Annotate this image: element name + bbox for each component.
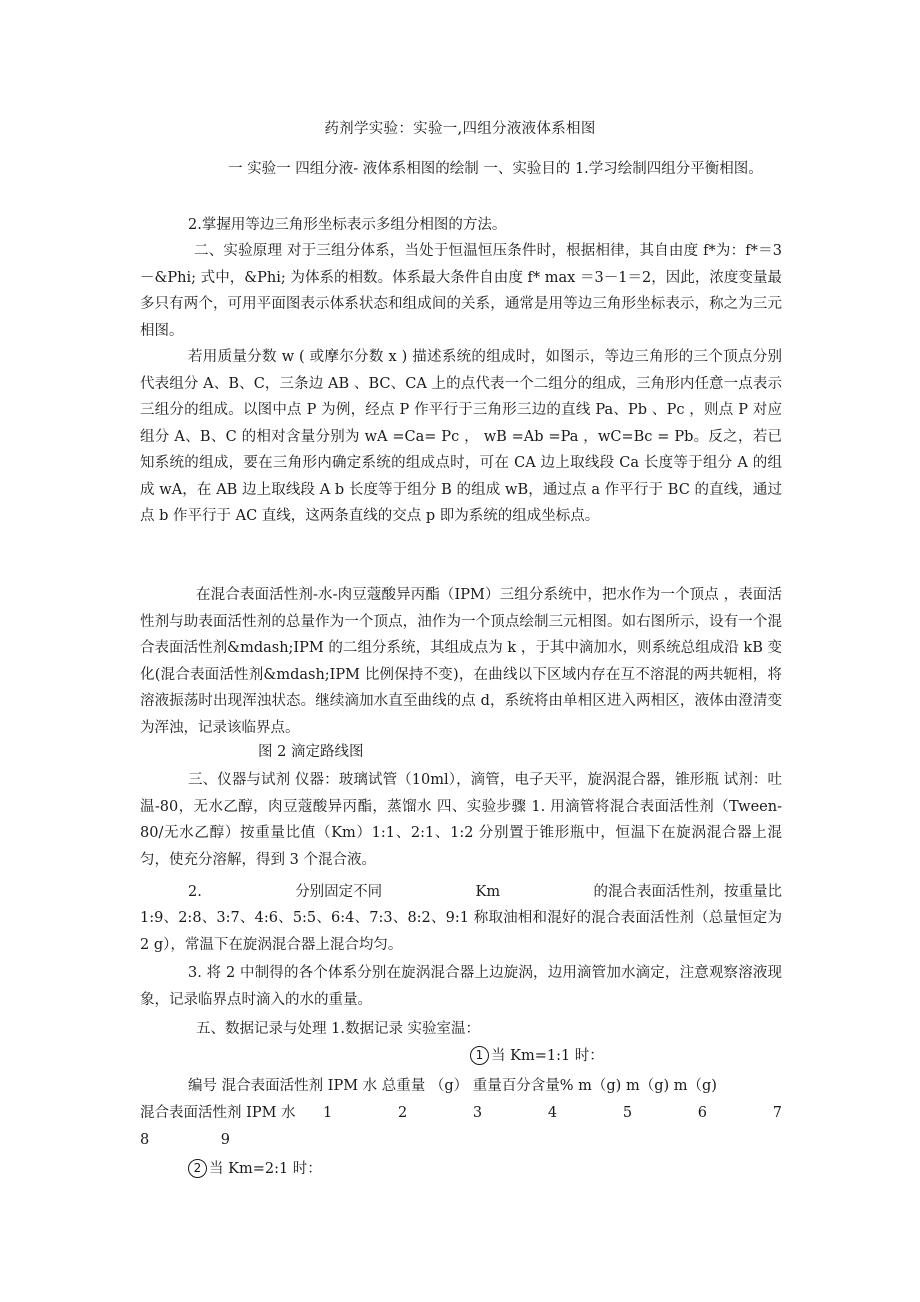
table-number-row-2 <box>140 1127 230 1154</box>
step2-text-b: 的混合表面活性剂，按重量比 <box>593 884 782 900</box>
paragraph-step2-rest: 1:9、2:8、3:7、4:6、5:5、6:4、7:3、8:2、9:1 称取油相和混好的混合表面活性剂（总量恒定为 2 g），常温下在旋涡混合器上混合均匀。 <box>140 910 782 953</box>
table-number: 7 <box>772 1105 782 1121</box>
km-1-1-heading <box>470 1043 770 1070</box>
paragraph-step3: 3. 将 2 中制得的各个体系分别在旋涡混合器上边旋涡，边用滴管加水滴定，注意观察溶液现象，记录临界点时滴入的水的重量。 <box>140 965 782 1008</box>
table-number: 9 <box>220 1132 230 1148</box>
km-1-1-label: 当 Km=1:1 时： <box>491 1048 604 1064</box>
step2-number: 2. <box>188 884 202 900</box>
table-number: 5 <box>622 1105 633 1121</box>
table-number: 2 <box>397 1105 408 1121</box>
km-2-1-label: 当 Km=2:1 时： <box>209 1161 322 1177</box>
table-number: 4 <box>547 1105 558 1121</box>
table-number-row-1 <box>323 1100 782 1127</box>
paragraph-objectives: 一 实验一 四组分液- 液体系相图的绘制 一、实验目的 1.学习绘制四组分平衡相图。 <box>228 161 763 177</box>
step2-km: Km <box>475 884 501 900</box>
table-number: 8 <box>140 1132 150 1148</box>
table-header-line: 编号 混合表面活性剂 IPM 水 总重量 （g） 重量百分含量% m（g) m（g) m（g) <box>188 1078 717 1094</box>
table-number: 3 <box>472 1105 483 1121</box>
figure-caption: 图 2 滴定路线图 <box>258 744 364 760</box>
table-number: 1 <box>323 1105 333 1121</box>
paragraph-principle: 二、实验原理 对于三组分体系，当处于恒温恒压条件时，根据相律，其自由度 f*为：f*＝3－&Phi; 式中，&Phi; 为体系的相数。体系最大条件自由度 f* max ＝3－1＝2，因此，浓度变量最多只有两个，可用平面图表示体系状态和组成间的关系，通常是用等边三角形坐标表示，称之为三元相图。 <box>140 243 782 339</box>
table-number: 6 <box>697 1105 707 1121</box>
paragraph-instruments-steps: 三、仪器与试剂 仪器：玻璃试管（10ml），滴管，电子天平，旋涡混合器，锥形瓶 试剂：吐温-80，无水乙醇，肉豆蔻酸异丙酯，蒸馏水 四、实验步骤 1. 用滴管将混合表面活性剂（Tween-80/无水乙醇）按重量比值（Km）1:1、2:1、1:2 分别置于锥形瓶中，恒温下在旋涡混合器上混匀，使充分溶解，得到 3 个混合液。 <box>140 772 782 868</box>
step2-text-a: 分别固定不同 <box>295 884 383 900</box>
document-title: 药剂学实验：实验一,四组分液液体系相图 <box>324 121 596 137</box>
km-2-1-heading <box>188 1156 488 1183</box>
paragraph-triangle-coordinates: 若用质量分数 w ( 或摩尔分数 x ) 描述系统的组成时，如图示，等边三角形的三个顶点分别代表组分 A、B、C，三条边 AB 、BC、CA 上的点代表一个二组分的组成，三角形内任意一点表示三组分的组成。以图中点 P 为例，经点 P 作平行于三角形三边的直线 Pa、Pb 、Pc ，则点 P 对应组分 A、B、C 的相对含量分别为 wA =Ca= Pc ， wB =Ab =Pa ，wC=Bc = Pb。反之，若已知系统的组成，要在三角形内确定系统的组成点时，可在 CA 边上取线段 Ca 长度等于组分 A 的组成 wA，在 AB 边上取线段 A b 长度等于组分 B 的组成 wB，通过点 a 作平行于 BC 的直线，通过点 b 作平行于 AC 直线，这两条直线的交点 p 即为系统的组成坐标点。 <box>140 349 782 524</box>
paragraph-data-recording: 五、数据记录与处理 1.数据记录 实验室温： <box>196 1021 481 1037</box>
paragraph-objective-2: 2.掌握用等边三角形坐标表示多组分相图的方法。 <box>188 217 507 233</box>
circled-number-1: 1 <box>470 1046 489 1065</box>
circled-number-2: 2 <box>188 1159 207 1178</box>
table-header-line2: 混合表面活性剂 IPM 水 <box>140 1105 296 1121</box>
paragraph-step2-head <box>188 879 782 906</box>
paragraph-system-description: 在混合表面活性剂-水-肉豆蔻酸异丙酯（IPM）三组分系统中，把水作为一个顶点 ，表面活性剂与助表面活性剂的总量作为一个顶点，油作为一个顶点绘制三元相图。如右图所示，设有一个混合表面活性剂&mdash;IPM 的二组分系统，其组成点为 k ，于其中滴加水，则系统总组成沿 kB 变化(混合表面活性剂&mdash;IPM 比例保持不变)，在曲线以下区域内存在互不溶混的两共轭相，将溶液振荡时出现浑浊状态。继续滴加水直至曲线的点 d，系统将由单相区进入两相区，液体由澄清变为浑浊，记录该临界点。 <box>140 587 782 736</box>
